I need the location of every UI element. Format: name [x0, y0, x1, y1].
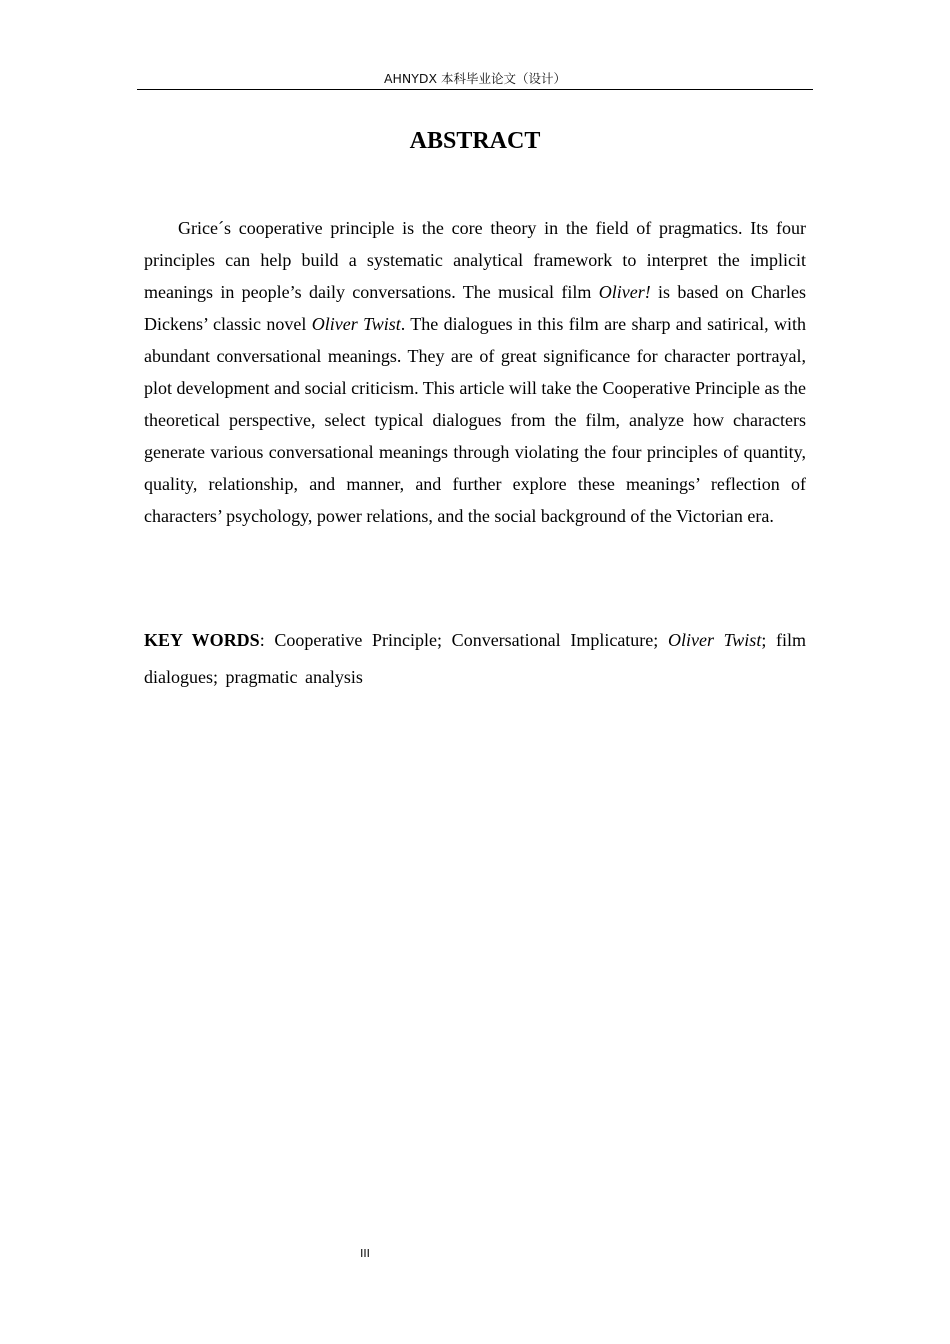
keywords-text-part-1: : Cooperative Principle; Conversational Implicature; [259, 630, 668, 650]
film-title: Oliver! [598, 282, 651, 302]
abstract-text-part-1: Grice´s cooperative principle is the core theory in the field of pragmatics. Its four principles can help build a systematic analytical framework to interpret the implicit meanings in people’s daily conversations. The musical film [144, 218, 806, 302]
running-header: AHNYDX 本科毕业论文（设计） [383, 71, 567, 86]
page-title: ABSTRACT [409, 128, 541, 154]
abstract-paragraph [144, 212, 806, 532]
abstract-text-part-2: is based on Charles Dickens’ classic novel [144, 282, 806, 334]
keywords-label: KEY WORDS [144, 630, 260, 650]
keywords-italic-term: Oliver Twist [667, 630, 762, 650]
abstract-text-part-3: . The dialogues in this film are sharp and satirical, with abundant conversational meanings. They are of great significance for character portrayal, plot development and social criticism. This article will take the Cooperative Principle as the theoretical perspective, select typical dialogues from the film, analyze how characters generate various conversational meanings through violating the four principles of quantity, quality, relationship, and manner, and further explore these meanings’ reflection of characters’ psychology, power relations, and the social background of the Victorian era. [144, 314, 806, 526]
header-rule [137, 89, 813, 90]
keywords-text-part-2: ; film dialogues; pragmatic analysis [144, 630, 806, 687]
page-number: III [360, 1247, 370, 1260]
keywords-paragraph [144, 622, 806, 696]
novel-title: Oliver Twist [311, 314, 401, 334]
